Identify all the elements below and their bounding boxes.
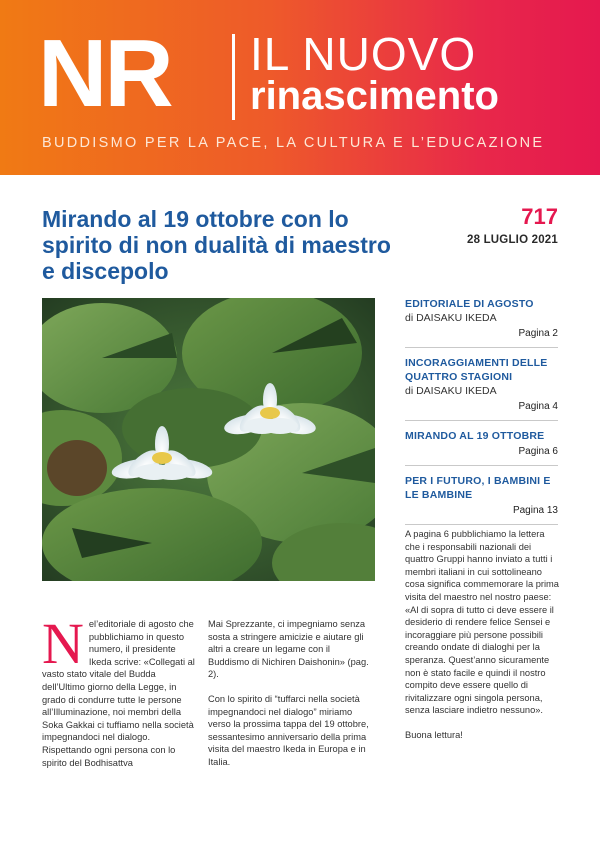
toc-item-author: di DAISAKU IKEDA bbox=[405, 385, 497, 397]
toc-item-title: INCORAGGIAMENTI DELLE QUATTRO STAGIONI bbox=[405, 357, 548, 383]
logo-rinascimento: rinascimento bbox=[250, 74, 499, 118]
toc-item-page: Pagina 4 bbox=[518, 401, 558, 412]
toc-item-title: MIRANDO AL 19 OTTOBRE bbox=[405, 430, 545, 442]
toc-item-page: Pagina 13 bbox=[512, 505, 558, 516]
logo-divider bbox=[232, 34, 235, 120]
table-of-contents bbox=[405, 297, 558, 533]
toc-item-title: EDITORIALE DI AGOSTO bbox=[405, 298, 534, 310]
body-paragraph: Mai Sprezzante, ci impegniamo senza sosta a stringere amicizie e aiutare gli altri a creare un legame con il Buddismo di Nichiren Daishonin» (pag. 2). bbox=[208, 619, 369, 680]
toc-item-futuro[interactable] bbox=[405, 474, 558, 525]
toc-item-title: PER I FUTURO, I BAMBINI E LE BAMBINE bbox=[405, 475, 551, 501]
body-paragraph: «Al di sopra di tutto ci deve essere il desiderio di rendere felice Sensei e incoraggiare più persone possibili creando ondate di dialoghi per la speranza. Quest’anno sicuramente non è stato facile e quindi il nostro compito deve essere quello di rivitalizzare ogni singola persona, senza lasciare indietro nessuno». bbox=[405, 604, 554, 716]
masthead bbox=[0, 0, 600, 175]
body-signoff: Buona lettura! bbox=[405, 729, 463, 740]
toc-item-author: di DAISAKU IKEDA bbox=[405, 312, 497, 324]
body-paragraph: A pagina 6 pubblichiamo la lettera che i responsabili nazionali dei quattro Gruppi hanno inviato a tutti i membri italiani in cui sottolineano cosa significa commemorare la prima visita del maestro nel nostro paese: bbox=[405, 529, 559, 602]
body-paragraph: Con lo spirito di “tuffarci nella società impegnandoci nel dialogo” miriamo verso la prossima tappa del 19 ottobre, sessantesimo anniversario della prima visita del maestro Ikeda in Europa e in Italia. bbox=[208, 693, 369, 767]
logo-il-nuovo: IL NUOVO bbox=[250, 28, 477, 80]
body-column-3 bbox=[405, 528, 560, 742]
toc-item-page: Pagina 6 bbox=[518, 446, 558, 457]
toc-item-editoriale[interactable] bbox=[405, 297, 558, 348]
body-column-1 bbox=[42, 611, 200, 769]
toc-item-mirando[interactable] bbox=[405, 429, 558, 466]
toc-item-page: Pagina 2 bbox=[518, 328, 558, 339]
cover-photo-water-lilies bbox=[42, 298, 375, 581]
logo-nr: NR bbox=[38, 20, 171, 127]
issue-date: 28 LUGLIO 2021 bbox=[466, 234, 558, 246]
dropcap: N bbox=[42, 611, 84, 676]
cover-title: Mirando al 19 ottobre con lo spirito di non dualità di maestro e discepolo bbox=[42, 206, 391, 284]
body-paragraph: el’editoriale di agosto che pubblichiamo in questo numero, il presidente Ikeda scrive: «Collegati al vasto stato vitale del Budda dell’Ultimo giorno della Legge, in grado di condurre tutte le persone all’Illuminazione, noi membri della Soka Gakkai ci tuffiamo nella società impegnandoci nel dialogo. Rispettando ogni persona con lo spirito del Bodhisattva bbox=[42, 619, 195, 768]
tagline: BUDDISMO PER LA PACE, LA CULTURA E L’EDUCAZIONE bbox=[42, 135, 545, 151]
toc-item-incoraggiamenti[interactable] bbox=[405, 356, 558, 421]
body-column-2 bbox=[208, 618, 373, 769]
issue-number: 717 bbox=[521, 204, 558, 229]
